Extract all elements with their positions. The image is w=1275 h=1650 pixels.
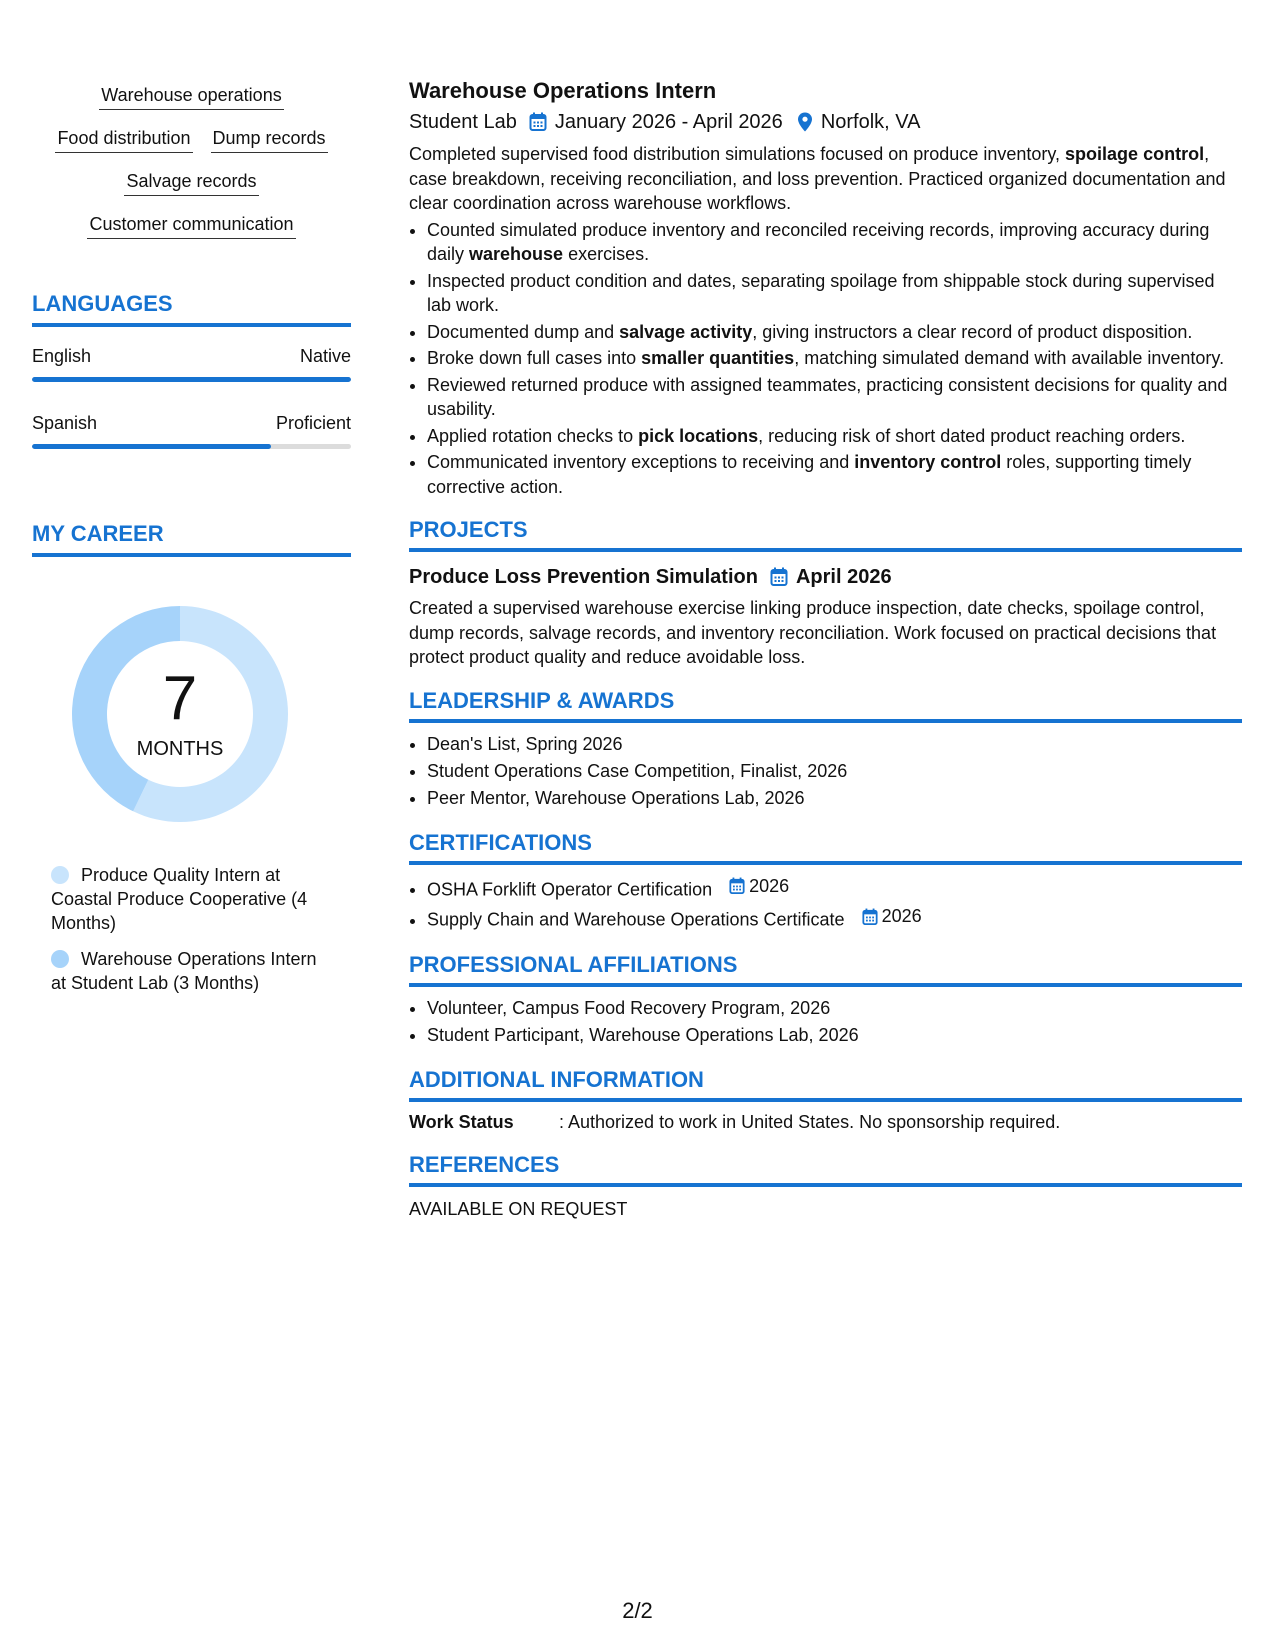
company-name: Student Lab [409,111,517,133]
job-meta [409,108,1242,136]
list-item: • Dean's List, Spring 2026 [427,731,1242,758]
job-bullet: • Applied rotation checks to pick locations, reducing risk of short dated product reaching orders. [427,424,1242,449]
skill-row [32,170,351,196]
job-bullet: • Reviewed returned produce with assigned teammates, practicing consistent decisions for quality and usability. [427,373,1242,422]
skills-tags [32,84,351,239]
right-column [409,76,1242,1221]
job-dates: January 2026 - April 2026 [554,111,783,133]
legend-item [51,863,331,935]
list-item: • Student Participant, Warehouse Operations Lab, 2026 [427,1022,1242,1049]
language-item [32,412,351,449]
language-level: Native [299,346,351,366]
job-bullet: • Counted simulated produce inventory and reconciled receiving records, improving accuracy during daily warehouse exercises. [427,218,1242,267]
certifications-heading: CERTIFICATIONS [409,830,1242,865]
location-pin-icon [797,112,813,132]
career-donut-chart [65,599,295,829]
career-heading: MY CAREER [32,521,351,557]
certifications-list [409,873,1242,934]
skill-tag: Warehouse operations [99,84,283,110]
job-summary: Completed supervised food distribution simulations focused on produce inventory, spoilage control, case breakdown, receiving reconciliation, and loss prevention. Practiced organized documentation and clear coordination across warehouse workflows. [409,144,1226,213]
language-name: English [32,346,92,366]
language-item [32,345,351,382]
legend-label: Warehouse Operations Intern at Student Lab (3 Months) [51,949,317,993]
career-total-months: 7 [162,663,198,733]
work-status-label: Work Status [409,1111,514,1132]
job-bullet: • Inspected product condition and dates, separating spoilage from shippable stock during supervised lab work. [427,269,1242,318]
career-section [32,521,351,995]
affiliations-heading: PROFESSIONAL AFFILIATIONS [409,952,1242,987]
affiliations-list [409,995,1242,1049]
calendar-icon [862,908,878,926]
leadership-heading: LEADERSHIP & AWARDS [409,688,1242,723]
references-heading: REFERENCES [409,1152,1242,1187]
language-bar [32,444,351,449]
skill-row [32,84,351,110]
calendar-icon [729,877,745,895]
languages-section [32,291,351,449]
job-title: Warehouse Operations Intern [409,78,717,103]
additional-info-heading: ADDITIONAL INFORMATION [409,1067,1242,1102]
list-item: • Peer Mentor, Warehouse Operations Lab, 2026 [427,785,1242,812]
language-bar [32,377,351,382]
certification-year: 2026 [749,875,790,896]
language-bar-fill [32,444,271,449]
left-column [32,84,351,1007]
skill-row [32,213,351,239]
projects-heading: PROJECTS [409,517,1242,552]
project-description: Created a supervised warehouse exercise linking produce inspection, date checks, spoilage control, dump records, salvage records, and inventory reconciliation. Work focused on practical decisions that protect product quality and reduce avoidable loss. [409,598,1217,667]
career-legend [51,863,331,995]
skill-tag: Customer communication [87,213,295,239]
certification-name: Supply Chain and Warehouse Operations Certificate [427,909,845,930]
job-bullet: • Documented dump and salvage activity, giving instructors a clear record of product disposition. [427,320,1242,345]
work-status-value: : Authorized to work in United States. No sponsorship required. [559,1111,1061,1132]
list-item [427,873,1242,904]
legend-dot [51,866,69,884]
skill-tag: Salvage records [124,170,258,196]
language-name: Spanish [32,413,98,433]
legend-dot [51,950,69,968]
project-title-row [409,564,1242,590]
job-location: Norfolk, VA [820,111,921,133]
references-text: AVAILABLE ON REQUEST [409,1198,628,1219]
skill-tag: Food distribution [55,127,192,153]
work-status-row [409,1110,1242,1134]
leadership-list [409,731,1242,812]
certification-year: 2026 [881,906,922,926]
project-title: Produce Loss Prevention Simulation [409,566,758,588]
list-item [427,903,1242,934]
calendar-icon [770,567,788,587]
job-bullet: • Broke down full cases into smaller quantities, matching simulated demand with available inventory. [427,346,1242,371]
project-date: April 2026 [795,566,892,588]
career-total-unit: MONTHS [136,737,224,760]
calendar-icon [529,112,547,132]
certification-name: OSHA Forklift Operator Certification [427,879,713,899]
languages-heading: LANGUAGES [32,291,351,327]
legend-item [51,947,331,995]
page-number: 2/2 [622,1598,653,1623]
language-bar-fill [32,377,351,382]
legend-label: Produce Quality Intern at Coastal Produce Cooperative (4 Months) [51,865,308,933]
skill-tag: Dump records [211,127,328,153]
list-item: • Student Operations Case Competition, Finalist, 2026 [427,758,1242,785]
list-item: • Volunteer, Campus Food Recovery Program, 2026 [427,995,1242,1022]
job-bullet: • Communicated inventory exceptions to receiving and inventory control roles, supporting timely corrective action. [427,450,1242,499]
language-level: Proficient [275,413,351,433]
job-bullets [409,218,1242,500]
skill-row [32,127,351,153]
